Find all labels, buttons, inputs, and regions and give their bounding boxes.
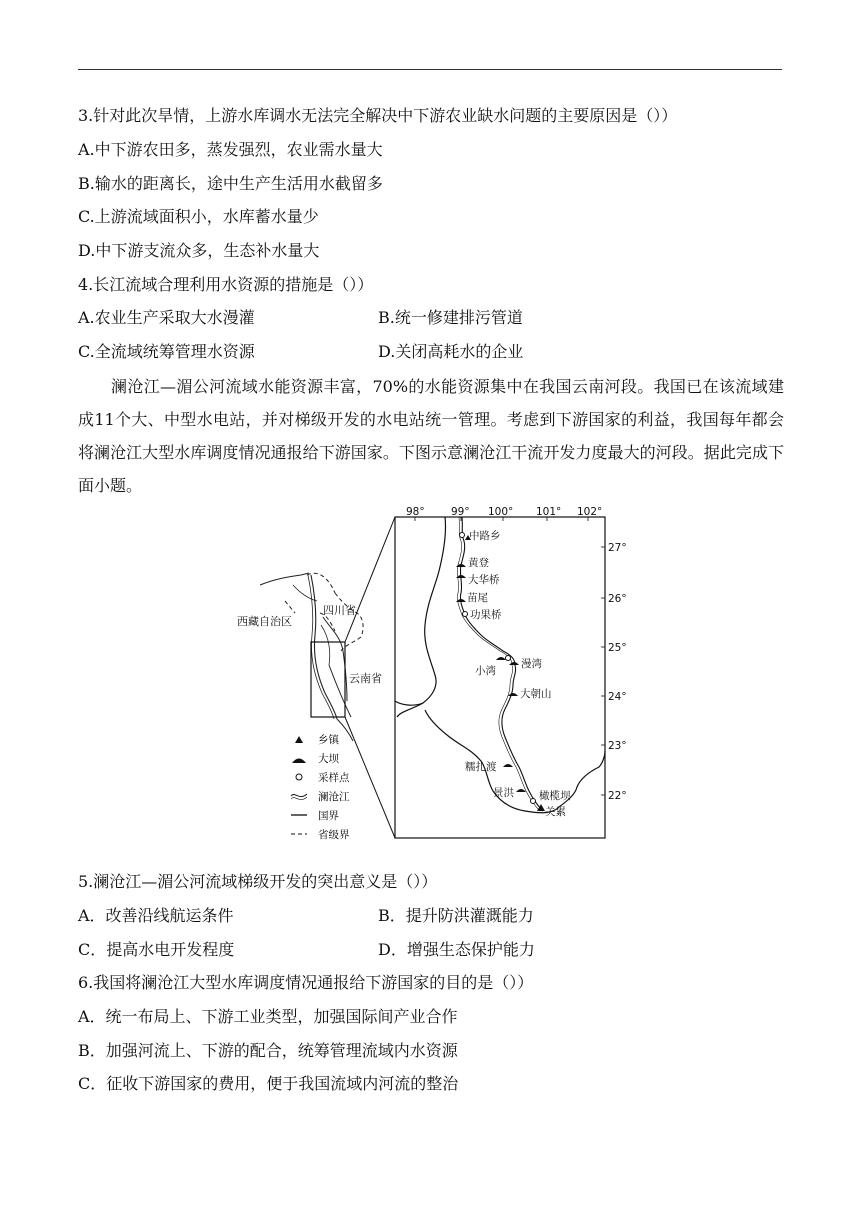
label-jinghong: 景洪: [493, 787, 514, 799]
q4-option-d: D.关闭高耗水的企业: [378, 342, 524, 361]
label-dachaoshan: 大朝山: [520, 688, 552, 700]
connector-bottom: [345, 717, 395, 838]
river-legend-icon-inner: [291, 797, 307, 800]
label-xiaowan: 小湾: [475, 665, 496, 677]
map-legend: [291, 733, 350, 841]
sample-legend-icon: [296, 774, 302, 780]
lat-22: 22°: [608, 790, 627, 802]
border-west-lobe: [395, 701, 423, 705]
sample-zhonglu: [460, 533, 465, 538]
dam-xiaowan: [496, 657, 506, 660]
lon-99: 99°: [451, 506, 470, 518]
q5-stem: 5.澜沧江—湄公河流域梯级开发的突出意义是（））: [78, 872, 438, 891]
q3-stem: 3.针对此次旱情，上游水库调水无法完全解决中下游农业缺水问题的主要原因是（））: [78, 106, 678, 125]
label-miaowei: 苗尾: [467, 592, 488, 604]
q3-option-a: A.中下游农田多，蒸发强烈，农业需水量大: [78, 140, 383, 159]
longitude-labels: [406, 506, 602, 518]
yunnan-label: 云南省: [349, 672, 382, 685]
q3-option-d: D.中下游支流众多，生态补水量大: [78, 241, 320, 260]
header-rule: [78, 69, 782, 70]
q4-option-a: A.农业生产采取大水漫灌: [78, 308, 255, 327]
label-manwan: 漫湾: [521, 658, 542, 670]
q6-stem: 6.我国将澜沧江大型水库调度情况通报给下游国家的目的是（））: [78, 973, 534, 992]
lon-98: 98°: [406, 506, 425, 518]
legend-province: 省级界: [318, 829, 350, 841]
q5-option-b: B．提升防洪灌溉能力: [378, 906, 534, 925]
q6-option-a: A．统一布局上、下游工业类型，加强国际间产业合作: [78, 1007, 458, 1026]
q6-option-b: B．加强河流上、下游的配合，统筹管理流域内水资源: [78, 1041, 458, 1060]
national-border: [397, 517, 605, 813]
lat-23: 23°: [608, 740, 627, 752]
sichuan-label: 四川省: [323, 604, 356, 617]
sample-xiaowan: [506, 656, 511, 661]
connector-top: [345, 517, 395, 642]
label-nuozhadu: 糯扎渡: [465, 761, 497, 773]
lat-25: 25°: [608, 642, 627, 654]
dam-nuozhadu: [503, 764, 513, 767]
q3-option-b: B.输水的距离长，途中生产生活用水截留多: [78, 174, 383, 193]
lat-26: 26°: [608, 593, 627, 605]
dam-huangdeng: [456, 564, 466, 567]
q5-option-c: C．提高水电开发程度: [78, 940, 235, 959]
q5-option-d: D．增强生态保护能力: [378, 940, 535, 959]
q4-stem: 4.长江流域合理利用水资源的措施是（））: [78, 275, 374, 294]
river-legend-icon: [291, 794, 307, 797]
legend-sample: 采样点: [318, 772, 350, 784]
latitude-labels: [608, 542, 627, 802]
lon-101: 101°: [536, 506, 562, 518]
reading-passage: 澜沧江—湄公河流域水能资源丰富，70%的水能资源集中在我国云南河段。我国已在该流域建成11个大、中型水电站，并对梯级开发的水电站统一管理。考虑到下游国家的利益，我国每年都会将澜沧江大型水库调度情况通报给下游国家。下图示意澜沧江干流开发力度最大的河段。据此完成下面小题。: [78, 377, 784, 495]
dam-legend-icon: [292, 759, 306, 764]
q6-option-c: C．征收下游国家的费用，便于我国流域内河流的整治: [78, 1074, 459, 1093]
legend-dam: 大坝: [318, 753, 339, 765]
town-legend-icon: [295, 736, 303, 743]
lancang-river-map: [225, 505, 627, 860]
label-zhonglu: 中路乡: [469, 530, 501, 542]
q4-option-c: C.全流域统筹管理水资源: [78, 342, 255, 361]
label-guanlei: 关累: [545, 806, 566, 818]
label-ganlanba: 橄榄坝: [539, 790, 571, 802]
lon-102: 102°: [577, 506, 603, 518]
lat-24: 24°: [608, 691, 627, 703]
legend-border: 国界: [318, 810, 339, 822]
lon-100: 100°: [488, 506, 514, 518]
label-gongguoqiao: 功果桥: [470, 609, 502, 621]
q3-option-c: C.上游流域面积小，水库蓄水量少: [78, 207, 319, 226]
tibet-label: 西藏自治区: [237, 615, 292, 628]
legend-river: 澜沧江: [318, 791, 350, 803]
dam-dachaoshan: [508, 693, 518, 696]
label-dahuaqiao: 大华桥: [468, 574, 500, 586]
sample-ganlanba: [531, 799, 536, 804]
dam-jinghong: [516, 789, 526, 792]
q5-option-a: A．改善沿线航运条件: [78, 906, 234, 925]
sample-gongguoqiao: [463, 612, 468, 617]
place-labels: [465, 529, 571, 818]
q4-option-b: B.统一修建排污管道: [378, 308, 523, 327]
focus-rectangle: [311, 642, 345, 717]
lat-27: 27°: [608, 542, 627, 554]
dam-manwan: [509, 662, 519, 665]
label-huangdeng: 黄登: [468, 557, 489, 569]
legend-town: 乡镇: [318, 734, 339, 746]
